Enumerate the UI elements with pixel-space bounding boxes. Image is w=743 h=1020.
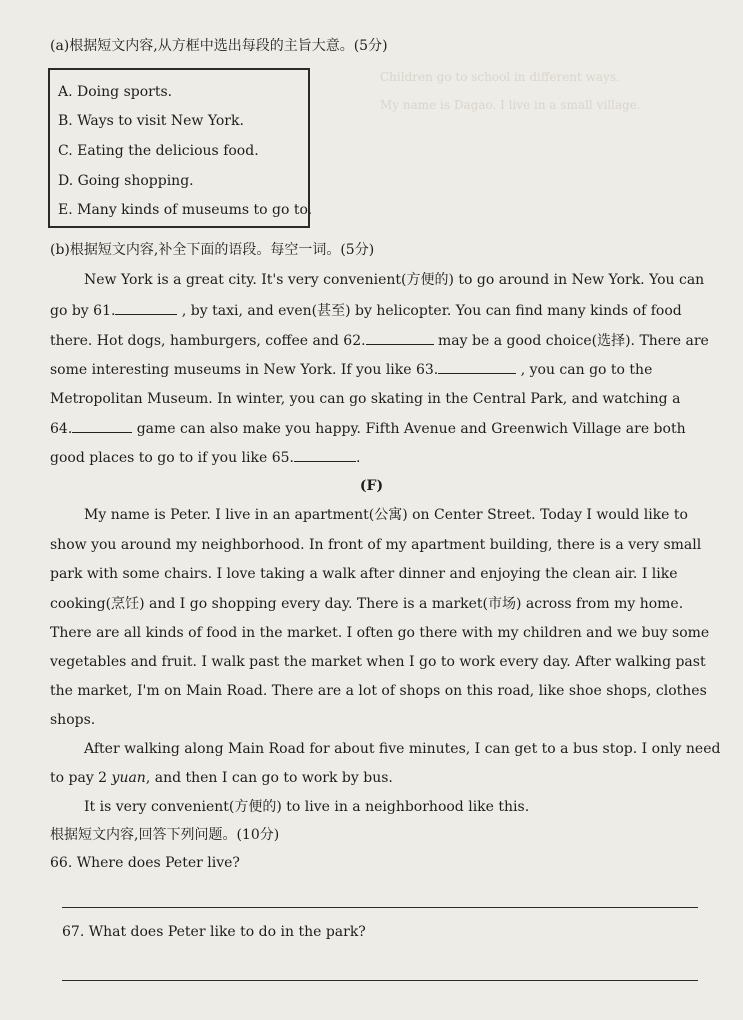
blank-64[interactable] [72, 418, 132, 433]
part-b-line [50, 300, 682, 321]
part-b-line [84, 270, 704, 290]
question-67: 67. What does Peter like to do in the park? [62, 924, 366, 940]
question-66: 66. Where does Peter live? [50, 855, 240, 871]
part-b-line [50, 418, 686, 439]
text-segment: go by 61. [50, 303, 116, 319]
passage-line: vegetables and fruit. I walk past the market when I go to work every day. After walking past [50, 654, 706, 670]
text-segment: , by taxi, and even(甚至) by helicopter. You can find many kinds of food [177, 303, 682, 319]
blank-62[interactable] [366, 330, 434, 345]
passage-line: the market, I'm on Main Road. There are a lot of shops on this road, like shoe shops, clothes [50, 683, 707, 699]
questions-instruction: 根据短文内容,回答下列问题。(10分) [50, 827, 280, 843]
blank-61[interactable] [115, 300, 177, 315]
text-segment: , and then I can go to work by bus. [145, 770, 393, 786]
part-b-line [50, 330, 709, 351]
passage-line: It is very convenient(方便的) to live in a neighborhood like this. [84, 799, 530, 815]
answer-line-66[interactable] [62, 907, 698, 908]
blank-63[interactable] [438, 359, 516, 374]
part-a-instruction: (a)根据短文内容,从方框中选出每段的主旨大意。(5分) [50, 38, 388, 54]
passage-line [50, 768, 393, 788]
text-segment: Metropolitan Museum. In winter, you can go skating in the Central Park, and watching a [50, 391, 681, 407]
text-segment: good places to go to if you like 65. [50, 450, 294, 466]
part-b-line [50, 359, 652, 380]
text-segment: to pay 2 [50, 770, 112, 786]
passage-line: There are all kinds of food in the market. I often go there with my children and we buy some [50, 625, 710, 641]
text-segment: New York is a great city. It's very convenient(方便的) to go around in New York. You can [84, 272, 705, 288]
passage-line: show you around my neighborhood. In front of my apartment building, there is a very small [50, 537, 702, 553]
passage-line: After walking along Main Road for about five minutes, I can get to a bus stop. I only need [84, 741, 721, 757]
passage-line: shops. [50, 712, 96, 728]
bleed-through-text: Children go to school in different ways. [380, 70, 620, 84]
currency-word: yuan [111, 770, 146, 786]
passage-line: park with some chairs. I love taking a walk after dinner and enjoying the clean air. I like [50, 566, 678, 582]
bleed-through-text: My name is Dagao. I live in a small village. [380, 98, 641, 112]
blank-65[interactable] [294, 447, 356, 462]
passage-line: My name is Peter. I live in an apartment(公寓) on Center Street. Today I would like to [84, 507, 688, 523]
text-segment: some interesting museums in New York. If you like 63. [50, 362, 439, 378]
text-segment: . [355, 450, 361, 466]
text-segment: , you can go to the [516, 362, 653, 378]
passage-line: cooking(烹饪) and I go shopping every day. There is a market(市场) across from my home. [50, 596, 684, 612]
text-segment: 64. [50, 421, 73, 437]
options-box [48, 68, 313, 228]
part-b-instruction: (b)根据短文内容,补全下面的语段。每空一词。(5分) [50, 242, 375, 258]
option-b: B. Ways to visit New York. [58, 113, 244, 129]
option-d: D. Going shopping. [58, 173, 194, 189]
part-b-line [50, 389, 680, 409]
text-segment: there. Hot dogs, hamburgers, coffee and 62. [50, 333, 366, 349]
answer-line-67[interactable] [62, 980, 698, 981]
text-segment: game can also make you happy. Fifth Avenue and Greenwich Village are both [132, 421, 686, 437]
option-a: A. Doing sports. [58, 84, 173, 100]
section-f-label: (F) [359, 478, 384, 494]
text-segment: may be a good choice(选择). There are [433, 333, 709, 349]
option-e: E. Many kinds of museums to go to. [58, 202, 313, 218]
option-c: C. Eating the delicious food. [58, 143, 259, 159]
part-b-line [50, 447, 360, 468]
